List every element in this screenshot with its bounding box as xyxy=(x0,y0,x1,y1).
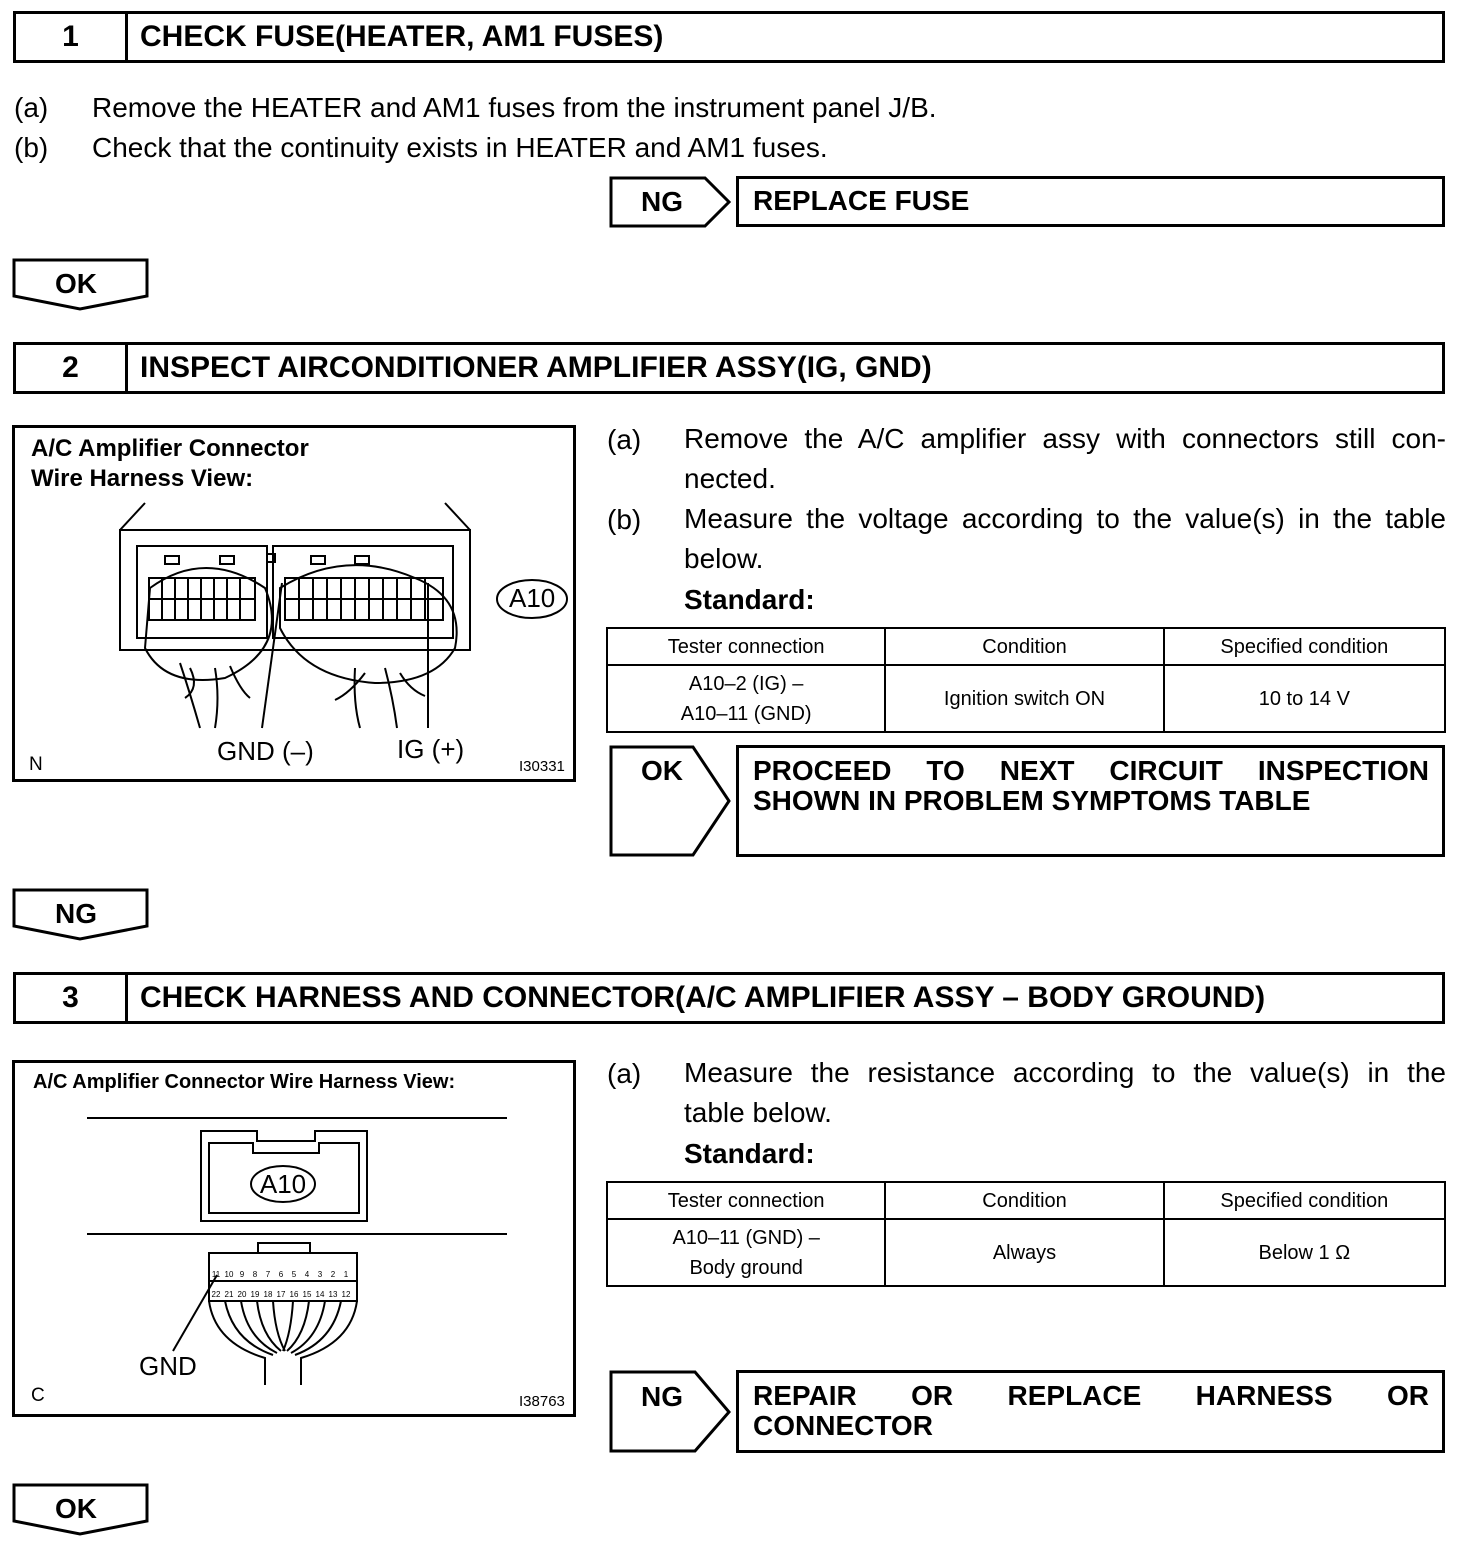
step3-ng-label: NG xyxy=(641,1381,683,1412)
step3-number: 3 xyxy=(16,975,128,1021)
step2-figure-code: I30331 xyxy=(519,758,565,775)
step2-connector-drawing xyxy=(15,428,573,779)
step3-pin-top-8: 3 xyxy=(317,1270,323,1279)
step3-pin-top-1: 10 xyxy=(224,1270,234,1279)
step3-pin-bottom-8: 14 xyxy=(315,1290,325,1299)
step3-header xyxy=(13,972,1445,1024)
step3-figure xyxy=(12,1060,576,1417)
step3-gnd-label: GND xyxy=(139,1351,197,1381)
step2-header xyxy=(13,342,1445,394)
step3-pin-bottom-6: 16 xyxy=(289,1290,299,1299)
step1-header xyxy=(13,11,1445,63)
step1-title: CHECK FUSE(HEATER, AM1 FUSES) xyxy=(140,20,664,53)
step3-pin-top-9: 2 xyxy=(330,1270,336,1279)
step3-ng-line1: REPAIR OR REPLACE HARNESS OR xyxy=(753,1380,1429,1411)
step3-th-specified: Specified condition xyxy=(1164,1182,1445,1219)
step2-spec-table xyxy=(606,627,1446,733)
step2-item-a-line1: Remove the A/C amplifier assy with connectors still con- xyxy=(684,423,1446,454)
step1-ok-label: OK xyxy=(55,268,97,299)
step3-pin-bottom-2: 20 xyxy=(237,1290,247,1299)
step3-td-tester xyxy=(607,1219,885,1286)
step3-item-a-line2: table below. xyxy=(684,1097,832,1128)
step2-ok-action xyxy=(736,745,1445,857)
step3-standard-label: Standard: xyxy=(684,1138,815,1169)
step2-figure-title-2: Wire Harness View: xyxy=(31,465,254,492)
step2-ok-line2: SHOWN IN PROBLEM SYMPTOMS TABLE xyxy=(753,785,1311,816)
step3-title: CHECK HARNESS AND CONNECTOR(A/C AMPLIFIER ASSY – BODY GROUND) xyxy=(140,981,1266,1014)
step2-tester-line1: A10–2 (IG) – xyxy=(688,672,804,695)
step3-pin-bottom-3: 19 xyxy=(250,1290,260,1299)
step2-ng-label: NG xyxy=(55,898,97,929)
step2-figure xyxy=(12,425,576,782)
step1-item-b-text: Check that the continuity exists in HEATER and AM1 fuses. xyxy=(92,132,828,163)
step3-spec-table xyxy=(606,1181,1446,1287)
step2-tester-line2: A10–11 (GND) xyxy=(680,702,812,725)
step3-connector-drawing xyxy=(15,1063,573,1414)
step3-item-a-line1: Measure the resistance according to the value(s) in the xyxy=(684,1057,1446,1088)
step2-td-tester xyxy=(607,665,885,732)
step1-item-b-label: (b) xyxy=(14,132,49,163)
step2-th-condition: Condition xyxy=(885,628,1163,665)
step2-item-b-line2: below. xyxy=(684,543,764,574)
step1-item-a-text: Remove the HEATER and AM1 fuses from the instrument panel J/B. xyxy=(92,92,937,123)
step2-td-specified: 10 to 14 V xyxy=(1164,665,1445,732)
step3-pin-bottom-9: 13 xyxy=(328,1290,338,1299)
step1-item-a-label: (a) xyxy=(14,92,49,123)
step2-connector-id: A10 xyxy=(509,583,556,613)
step3-pin-top-6: 5 xyxy=(291,1270,297,1279)
step2-item-b-label: (b) xyxy=(607,504,642,535)
step3-item-a-label: (a) xyxy=(607,1058,642,1089)
step3-pin-top-2: 9 xyxy=(239,1270,245,1279)
step3-pin-bottom-4: 18 xyxy=(263,1290,273,1299)
step3-pin-bottom-0: 22 xyxy=(211,1290,221,1299)
step2-title: INSPECT AIRCONDITIONER AMPLIFIER ASSY(IG, GND) xyxy=(140,351,932,384)
step3-pin-top-3: 8 xyxy=(252,1270,258,1279)
step1-ng-label: NG xyxy=(641,186,683,217)
step3-th-condition: Condition xyxy=(885,1182,1163,1219)
step2-item-a-label: (a) xyxy=(607,424,642,455)
step3-pin-top-4: 7 xyxy=(265,1270,271,1279)
step2-ok-line1: PROCEED TO NEXT CIRCUIT INSPECTION xyxy=(753,755,1429,786)
step2-standard-label: Standard: xyxy=(684,584,815,615)
table-row xyxy=(607,665,1445,732)
step2-figure-title-1: A/C Amplifier Connector xyxy=(31,435,309,462)
step3-pin-bottom-10: 12 xyxy=(341,1290,351,1299)
step2-th-specified: Specified condition xyxy=(1164,628,1445,665)
step3-connector-id: A10 xyxy=(259,1169,307,1199)
step2-item-b-line1: Measure the voltage according to the value(s) in the table xyxy=(684,503,1446,534)
step3-pin-labels xyxy=(212,1270,351,1299)
step2-figure-corner: N xyxy=(29,754,43,775)
step2-ig-label: IG (+) xyxy=(397,734,465,764)
step3-td-condition: Always xyxy=(885,1219,1163,1286)
step3-td-specified: Below 1 Ω xyxy=(1164,1219,1445,1286)
step2-ok-label: OK xyxy=(641,755,683,786)
step2-td-condition: Ignition switch ON xyxy=(885,665,1163,732)
step3-figure-code: I38763 xyxy=(519,1393,565,1410)
step3-ng-line2: CONNECTOR xyxy=(753,1410,933,1441)
step3-tester-line1: A10–11 (GND) – xyxy=(672,1226,820,1249)
step1-ng-action: REPLACE FUSE xyxy=(736,176,1445,227)
step3-ok-label: OK xyxy=(55,1493,97,1524)
step2-item-a-line2: nected. xyxy=(684,463,776,494)
step1-number: 1 xyxy=(16,14,128,60)
step3-pin-bottom-7: 15 xyxy=(302,1290,312,1299)
step2-th-tester: Tester connection xyxy=(607,628,885,665)
step3-tester-line2: Body ground xyxy=(689,1256,803,1279)
table-row xyxy=(607,1219,1445,1286)
step3-figure-title: A/C Amplifier Connector Wire Harness View: xyxy=(33,1071,456,1093)
step3-pin-top-7: 4 xyxy=(304,1270,310,1279)
step3-ng-action xyxy=(736,1370,1445,1453)
step3-pin-bottom-5: 17 xyxy=(276,1290,286,1299)
step2-number: 2 xyxy=(16,345,128,391)
step3-th-tester: Tester connection xyxy=(607,1182,885,1219)
step3-pin-top-5: 6 xyxy=(278,1270,284,1279)
step3-pin-top-0: 11 xyxy=(211,1270,221,1279)
step2-gnd-label: GND (–) xyxy=(217,736,314,766)
step3-pin-bottom-1: 21 xyxy=(224,1290,234,1299)
step3-pin-top-10: 1 xyxy=(343,1270,349,1279)
step3-figure-corner: C xyxy=(31,1385,45,1406)
